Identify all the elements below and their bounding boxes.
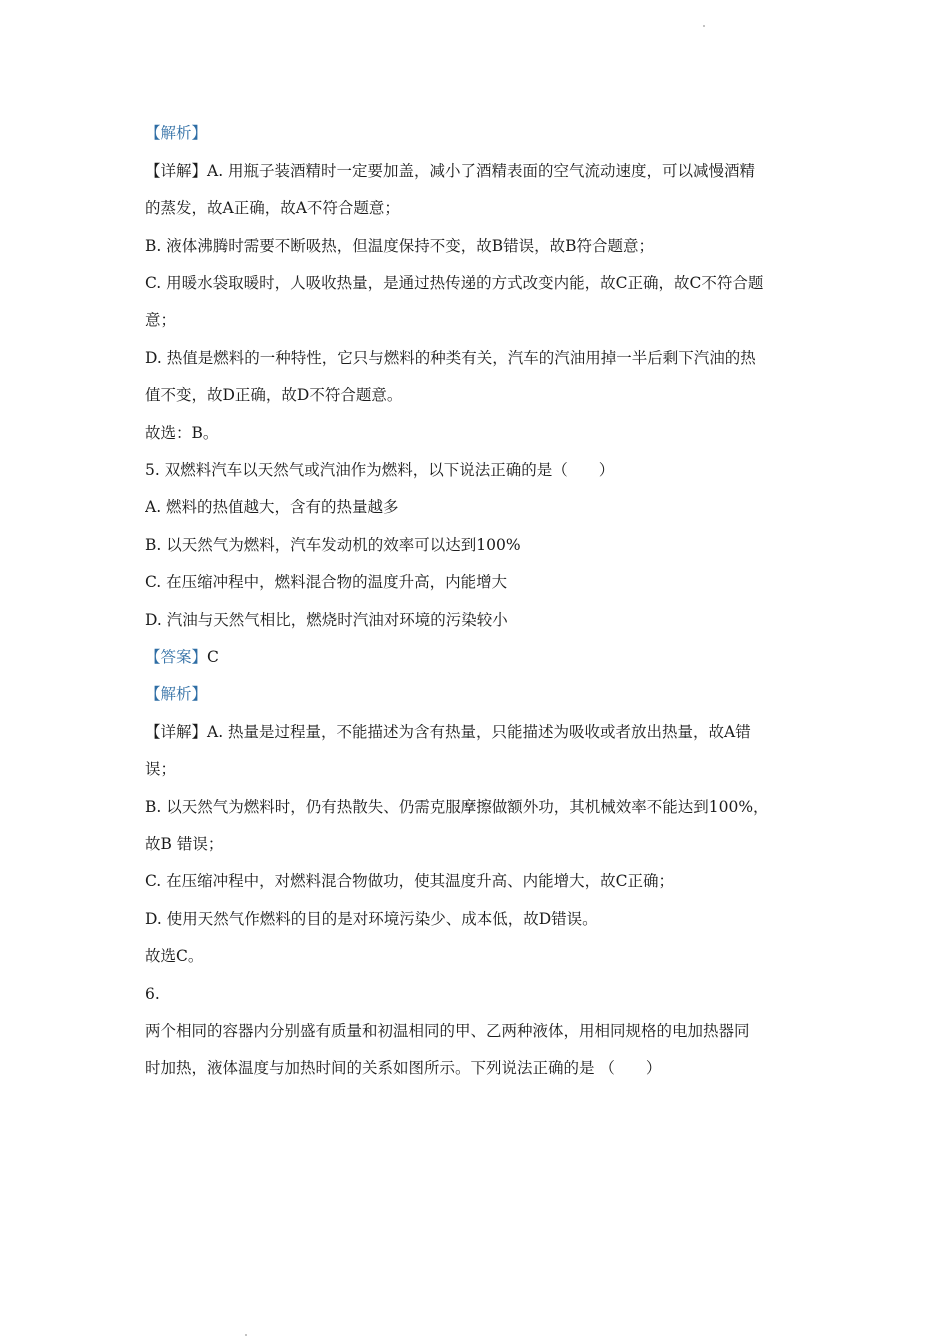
question-6-stem: 两个相同的容器内分别盛有质量和初温相同的甲、乙两种液体，用相同规格的电加热器同 xyxy=(145,1022,750,1040)
detail-line: B. 以天然气为燃料时，仍有热散失、仍需克服摩擦做额外功，其机械效率不能达到100%， xyxy=(145,798,769,816)
answer-choice-line: 故选C。 xyxy=(145,947,204,965)
detail-line: 意； xyxy=(145,311,177,329)
question-5-option-c: C. 在压缩冲程中，燃料混合物的温度升高，内能增大 xyxy=(145,573,508,591)
detail-line: 的蒸发，故A正确，故A不符合题意； xyxy=(145,199,400,217)
detail-line: D. 使用天然气作燃料的目的是对环境污染少、成本低，故D错误。 xyxy=(145,910,598,928)
page-mark-bottom xyxy=(245,1334,247,1336)
detail-line: C. 在压缩冲程中，对燃料混合物做功，使其温度升高、内能增大，故C正确； xyxy=(145,872,675,890)
answer-value: C xyxy=(207,648,219,666)
detail-line: D. 热值是燃料的一种特性，它只与燃料的种类有关，汽车的汽油用掉一半后剩下汽油的热 xyxy=(145,349,756,367)
detail-line: 【详解】A. 用瓶子装酒精时一定要加盖，减小了酒精表面的空气流动速度，可以减慢酒精 xyxy=(145,162,756,180)
analysis-label: 【解析】 xyxy=(145,685,208,703)
page-mark-top xyxy=(703,25,705,27)
question-5-option-d: D. 汽油与天然气相比，燃烧时汽油对环境的污染较小 xyxy=(145,611,508,629)
question-6-number: 6. xyxy=(145,985,160,1003)
answer-label: 【答案】 xyxy=(145,648,208,666)
detail-line: 【详解】A. 热量是过程量，不能描述为含有热量，只能描述为吸收或者放出热量，故A错 xyxy=(145,723,751,741)
question-5-stem: 5. 双燃料汽车以天然气或汽油作为燃料，以下说法正确的是（ ） xyxy=(145,461,615,479)
analysis-label: 【解析】 xyxy=(145,124,208,142)
question-5-option-a: A. 燃料的热值越大，含有的热量越多 xyxy=(145,498,399,516)
detail-line: 值不变，故D正确，故D不符合题意。 xyxy=(145,386,403,404)
detail-line: 误； xyxy=(145,760,177,778)
detail-line: C. 用暖水袋取暖时，人吸收热量，是通过热传递的方式改变内能，故C正确，故C不符合题 xyxy=(145,274,764,292)
answer-choice-line: 故选：B。 xyxy=(145,424,219,442)
detail-line: 故B 错误； xyxy=(145,835,224,853)
detail-line: B. 液体沸腾时需要不断吸热，但温度保持不变，故B错误，故B符合题意； xyxy=(145,237,655,255)
answer-line xyxy=(145,646,825,668)
question-5-option-b: B. 以天然气为燃料，汽车发动机的效率可以达到100% xyxy=(145,536,521,554)
question-6-stem: 时加热，液体温度与加热时间的关系如图所示。下列说法正确的是 （ ） xyxy=(145,1059,662,1077)
